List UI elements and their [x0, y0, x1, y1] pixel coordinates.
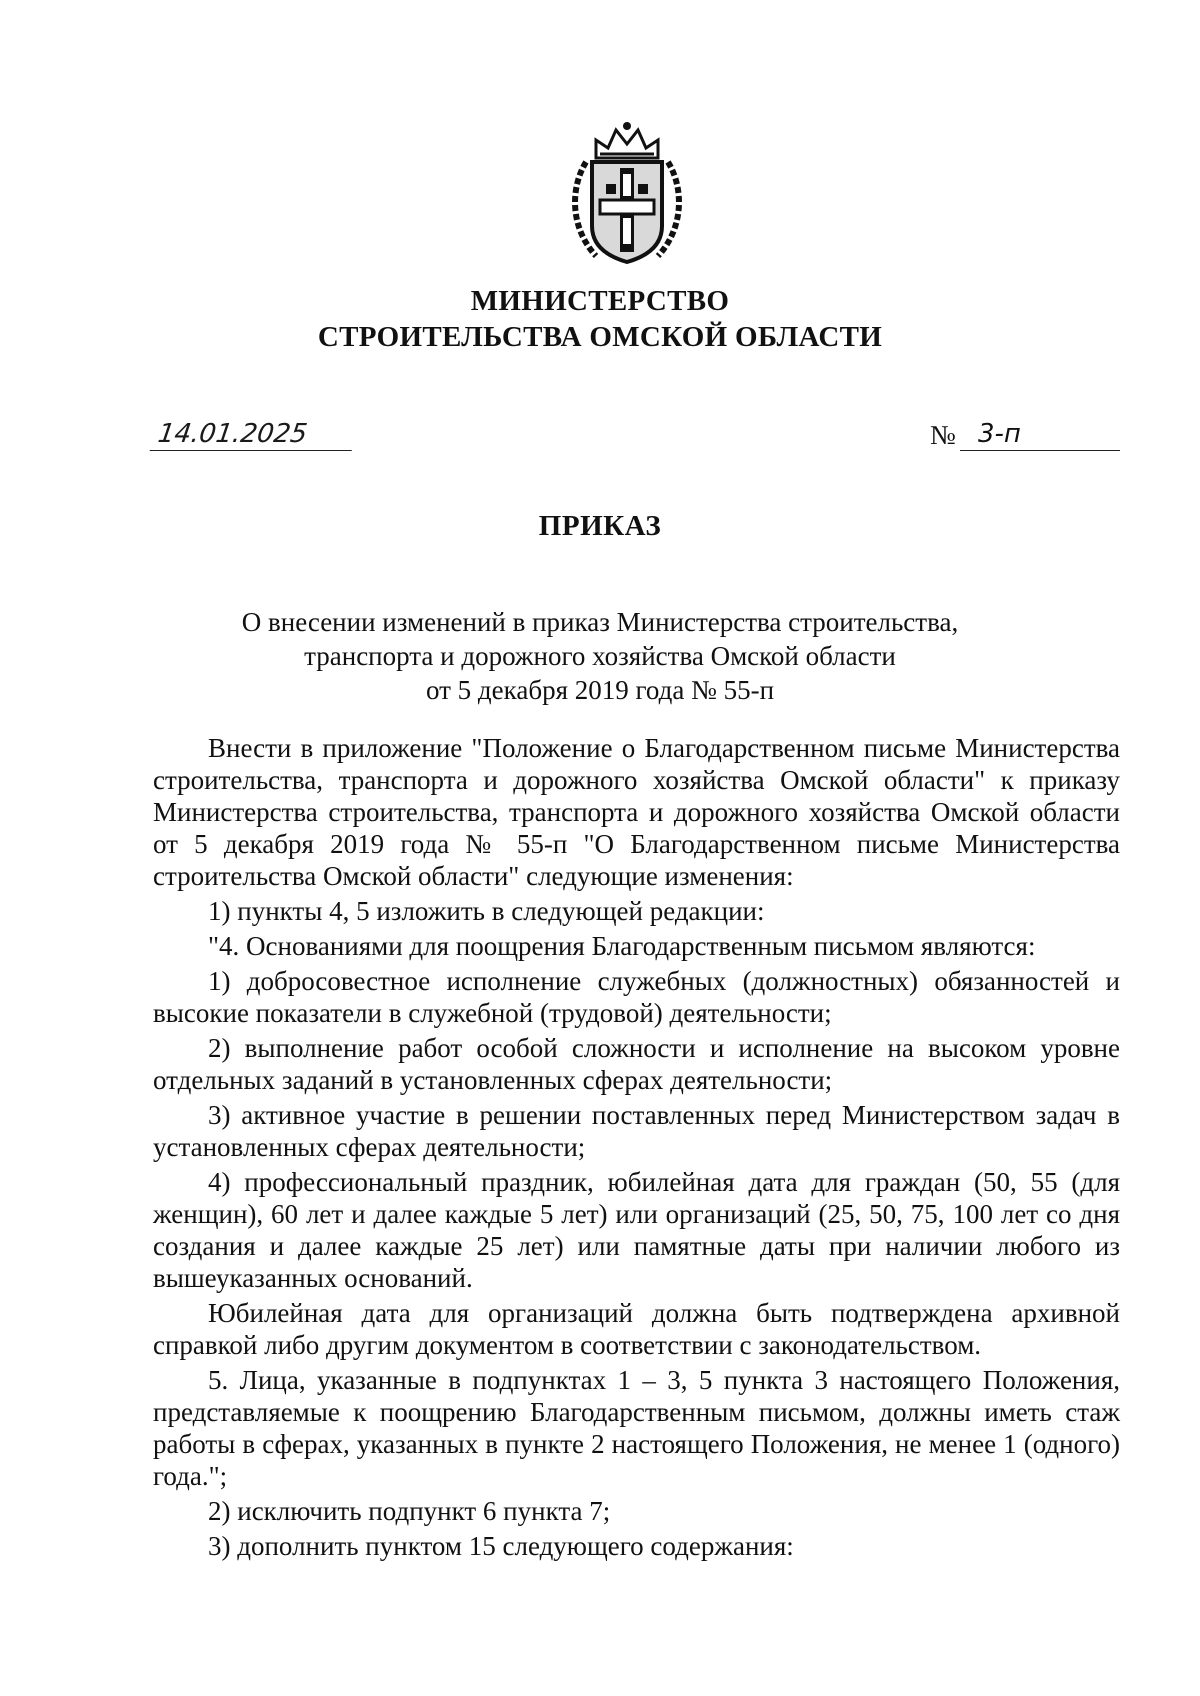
document-subject [200, 605, 1000, 707]
body-paragraph: 3) дополнить пунктом 15 следующего содержания: [208, 1531, 794, 1561]
document-body [153, 732, 1120, 1565]
body-paragraph: "4. Основаниями для поощрения Благодарственным письмом являются: [208, 931, 1036, 961]
document-date: 14.01.2025 [150, 418, 357, 451]
body-paragraph: 5. Лица, указанные в подпунктах 1 – 3, 5 пункта 3 настоящего Положения, представляемые к поощрению Благодарственным письмом, должны иметь стаж работы в сферах, указанных в пункте 2 настоящего Положения, не менее 1 (одного) года."; [153, 1365, 1120, 1491]
subject-line: транспорта и дорожного хозяйства Омской области [304, 641, 896, 671]
body-paragraph: 4) профессиональный праздник, юбилейная дата для граждан (50, 55 (для женщин), 60 лет и далее каждые 5 лет) или организаций (25, 50, 75, 100 лет со дня создания и далее каждые 25 лет) или памятные даты при наличии любого из вышеуказанных оснований. [153, 1167, 1120, 1293]
body-paragraph: 1) добросовестное исполнение служебных (должностных) обязанностей и высокие показатели в служебной (трудовой) деятельности; [153, 966, 1120, 1028]
organization-name-line1: МИНИСТЕРСТВО [470, 285, 730, 317]
body-paragraph: 2) исключить подпункт 6 пункта 7; [208, 1496, 611, 1526]
document-number-label: № [930, 420, 956, 450]
subject-line: О внесении изменений в приказ Министерства строительства, [241, 607, 959, 637]
body-paragraph: 1) пункты 4, 5 изложить в следующей редакции: [208, 896, 765, 926]
document-type-title: ПРИКАЗ [538, 510, 662, 542]
body-paragraph: Юбилейная дата для организаций должна быть подтверждена архивной справкой либо другим документом в соответствии с законодательством. [153, 1298, 1120, 1360]
document-number: 3-п [960, 418, 1120, 451]
body-paragraph: Внести в приложение "Положение о Благодарственном письме Министерства строительства, транспорта и дорожного хозяйства Омской области" к приказу Министерства строительства, транспорта и дорожного хозяйства Омской области от 5 декабря 2019 года № 55-п "О Благодарственном письме Министерства строительства Омской области" следующие изменения: [153, 733, 1120, 891]
organization-name-line2: СТРОИТЕЛЬСТВА ОМСКОЙ ОБЛАСТИ [317, 321, 883, 353]
body-paragraph: 3) активное участие в решении поставленных перед Министерством задач в установленных сферах деятельности; [153, 1100, 1120, 1162]
body-paragraph: 2) выполнение работ особой сложности и исполнение на высоком уровне отдельных заданий в установленных сферах деятельности; [153, 1033, 1120, 1095]
omsk-coat-of-arms-icon [566, 118, 688, 266]
subject-line: от 5 декабря 2019 года № 55-п [425, 675, 775, 705]
